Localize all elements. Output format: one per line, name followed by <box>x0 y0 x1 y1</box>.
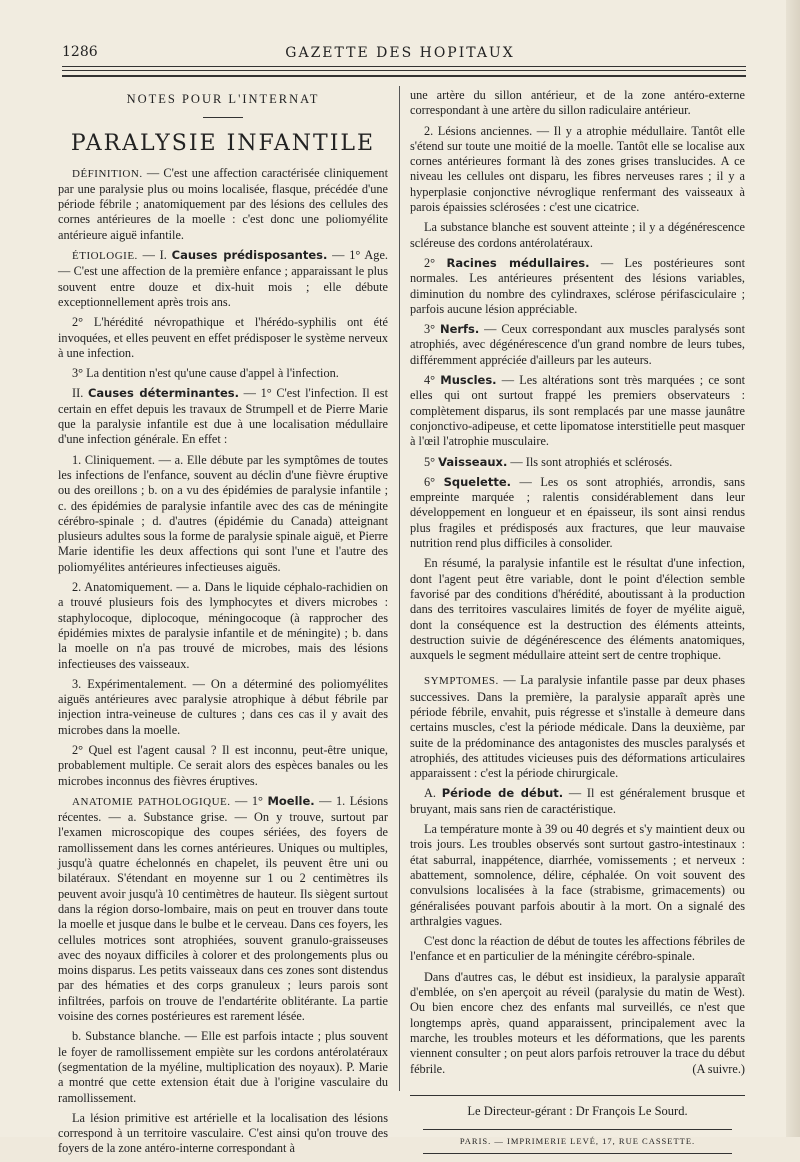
vessels-heading: Vaisseaux. <box>438 454 508 469</box>
etiology-text-c: — 1° Age. — C'est une affection de la première enfance ; apparaissant le plus souvent entre douze et dix-huit mois ; elle débute exceptionnellement après trois ans. <box>58 248 388 309</box>
right-column <box>410 88 745 1158</box>
skeleton-text: — Les os sont atrophiés, arrondis, sans empreinte marquée ; ralentis considérablement dans leur développement en longueur et en épaisseur, ils sont ainsi rendus plus fragiles et prédisposés aux fractures, que leur mauvaise nutrition rend plus difficiles à consolider. <box>410 474 745 551</box>
onset-letter: A. <box>424 786 442 801</box>
onset-text: — Il est généralement brusque et bruyant, mais sans rien de caractéristique. <box>410 786 745 816</box>
nerves-heading: Nerfs. <box>439 322 480 337</box>
definition-paragraph <box>58 166 388 243</box>
old-lesions-paragraph: 2. Lésions anciennes. — Il y a atrophie médullaire. Tantôt elle s'étend sur toute une moitié de la moelle. Tantôt elle se localise aux cornes antérieures formant là des zones grises translucides. A ce niveau les cellules ont disparu, les fibres nerveuses rares ; il y a hyperplasie conjonctive névroglique renfermant des vaisseaux à parois épaissies sclérosées : c'est une cicatrice. <box>410 123 745 215</box>
skeleton-paragraph <box>410 475 745 551</box>
etiology-text-a: — I. <box>137 248 172 263</box>
pathology-paragraph <box>58 794 388 1024</box>
header-rule <box>62 66 746 67</box>
muscles-heading: Muscles. <box>440 373 497 388</box>
short-rule <box>203 117 243 118</box>
symptoms-text: — La paralysie infantile passe par deux phases successives. Dans la première, la paralysie apparaît après une période fébrile, envahit, puis régresse et s'installe à demeure dans certains muscles, c'est la période médicale. Dans la deuxième, par suite de la prédominance des antagonistes des muscles paralysés et atrophiés, des attitudes vicieuses puis des déformations articulaires apparaissent : c'est la période chirurgicale. <box>410 673 745 781</box>
article-title: PARALYSIE INFANTILE <box>70 131 376 157</box>
page-edge <box>786 0 800 1137</box>
determinant-paragraph <box>58 386 388 447</box>
predisposing-heading: Causes prédisposantes. <box>171 248 328 263</box>
footer-rule <box>410 1095 745 1096</box>
skeleton-num: 6° <box>424 474 444 489</box>
muscles-paragraph <box>410 373 745 449</box>
summary-paragraph: En résumé, la paralysie infantile est le résultat d'une infection, dont l'agent peut être variable, dont le point d'élection semble favorisé par des conditions d'hérédité, aboutissant à la production dans des territoires vasculaires limités de foyer de myélite aiguë, dont la conséquence est la destruction des éléments atteints, destruction suivie de dégénérescence des éléments anatomiques, auxquels le segment médullaire atteint sert de centre trophique. <box>410 556 745 663</box>
printer-rule-top <box>423 1129 731 1130</box>
onset-heading: Période de début. <box>441 786 564 801</box>
director-line: Le Directeur-gérant : Dr François Le Sourd. <box>467 1103 688 1118</box>
definition-label: DÉFINITION. <box>72 167 143 180</box>
pathology-text: — 1. Lésions récentes. — a. Substance grise. — On y trouve, surtout par l'examen microscopique des coupes sériées, des foyers de ramollissement dans les cornes antérieures. Uniques ou multiples, jusqu'à quatre échelonnés en chapelet, ils peuvent être uni ou bilatéraux. S'étendant en moyenne sur 1 ou 2 centimètres ils peuvent avoir jusqu'à 10 centimètres de hauteur. Ils siègent surtout dans la région dorso-lombaire, mais on peut en trouver dans toute la moelle et jusque dans le bulbe et le cerveau. Dans ces foyers, les cellules motrices sont atrophiées, souvent granulo-graisseuses avec des noyaux difficiles à colorer et des prolongements plus ou moins disparus. Les petits vaisseaux dans ces zones sont distendus par des hématies et des corps granuleux ; leurs parois sont infiltrées, parfois on trouve de l'endartérite oblitérante. La partie voisine des cornes postérieures est rarement lésée. <box>58 793 388 1024</box>
determinant-heading: Causes déterminantes. <box>87 386 239 401</box>
dentition-paragraph: 3° La dentition n'est qu'une cause d'appel à l'infection. <box>72 366 339 381</box>
column-divider <box>399 86 400 1091</box>
experimental-paragraph: 3. Expérimentalement. — On a déterminé des poliomyélites aiguës antérieures avec paralysie atrophique à début fébrile par injection intra-veineuse de cultures ; dans ces cas il y avait des microbes dans la moelle. <box>58 676 388 737</box>
muscles-num: 4° <box>424 373 441 388</box>
determinant-text: — 1° C'est l'infection. Il est certain en effet depuis les travaux de Strumpell et de Pierre Marie que la paralysie infantile est due à une localisation médullaire d'une infection générale. En effet : <box>58 386 388 447</box>
agent-paragraph: 2° Quel est l'agent causal ? Il est inconnu, peut-être unique, probablement multiple. Ce serait alors des espèces banales ou les microbes inconnus des fièvres éruptives. <box>58 742 388 788</box>
roots-paragraph <box>410 256 745 317</box>
white-matter-paragraph: b. Substance blanche. — Elle est parfois intacte ; plus souvent le foyer de ramollissement empiète sur les cordons antérolatéraux (segmentation de la myéline, multiplication des noyaux). P. Marie a montré que cette extension était due à l'origine vasculaire du ramollissement. <box>58 1029 388 1105</box>
left-column <box>58 88 388 1162</box>
nerves-text: — Ceux correspondant aux muscles paralysés sont atrophiés, avec dégénérescence d'un grand nombre de leurs tubes, différemment appréciée d'ailleurs par les auteurs. <box>410 322 745 367</box>
etiology-paragraph <box>58 248 388 310</box>
printer-line: PARIS. — IMPRIMERIE LEVÉ, 17, RUE CASSETTE. <box>459 1136 696 1147</box>
header-rule-thick <box>62 75 746 77</box>
symptoms-paragraph <box>410 673 745 781</box>
nerves-num: 3° <box>424 322 440 337</box>
roots-num: 2° <box>424 255 447 270</box>
vessels-paragraph <box>410 455 745 470</box>
lesion-paragraph: La lésion primitive est artérielle et la localisation des lésions correspond à un territoire vasculaire. C'est ainsi qu'on trouve des foyers de la zone antéro-interne correspondant à <box>58 1110 388 1156</box>
definition-text: — C'est une affection caractérisée cliniquement par une paralysie plus ou moins localisée, flasque, précédée d'une période fébrile ; anatomiquement par des lésions des cellules des cornes antérieures de la moelle : c'est donc une poliomyélite antérieure aiguë infantile. <box>58 165 388 242</box>
etiology-label: ÉTIOLOGIE. <box>72 250 138 263</box>
printer-rule-bottom <box>423 1153 731 1154</box>
determinant-num: II. <box>72 386 88 401</box>
symptoms-label: SYMPTOMES. <box>424 675 499 688</box>
white-substance-paragraph: La substance blanche est souvent atteinte ; il y a dégénérescence scléreuse des cordons antérolatéraux. <box>410 220 745 250</box>
header-rule-double <box>62 70 746 71</box>
vessels-num: 5° <box>424 454 439 469</box>
skeleton-heading: Squelette. <box>443 474 512 489</box>
moelle-heading: Moelle. <box>267 793 315 808</box>
clinical-paragraph: 1. Cliniquement. — a. Elle débute par les symptômes de toutes les infections de l'enfance, souvent au déclin d'une fièvre éruptive ou des oreillons ; b. on a vu des épidémies de paralysie infantile ; c. des épidémies de paralysie infantile avec des cas de méningite cérébro-spinale ; d. d'autres (épidémie du Canada) atteignant plusieurs adultes sous la forme de paralysie spinale aiguë, et Pierre Marie identifie les deux affections qui sont l'une et l'autre des poliomyélites antérieures infectieuses aiguës. <box>58 452 388 574</box>
other-cases-text: Dans d'autres cas, le début est insidieux, la paralysie apparaît d'emblée, on s'en aperçoit au réveil (paralysie du matin de West). Ou bien encore chez des enfants mal surveillés, ce n'est que longtemps après, quand apparaissent, principalement avec la marche, les troubles moteurs et les déformations, que les parents viennent consulter ; on peut alors parfois retrouver la trace du début fébrile. <box>410 969 745 1076</box>
section-heading: NOTES POUR L'INTERNAT <box>126 92 320 106</box>
pathology-label: ANATOMIE PATHOLOGIQUE. <box>72 795 231 808</box>
onset-paragraph <box>410 786 745 817</box>
nerves-paragraph <box>410 322 745 368</box>
vessels-text: — Ils sont atrophiés et sclérosés. <box>507 454 673 469</box>
reaction-paragraph: C'est donc la réaction de début de toutes les affections fébriles de l'enfance et en particulier de la méningite cérébro-spinale. <box>410 934 745 964</box>
heredity-paragraph: 2° L'hérédité névropathique et l'hérédo-syphilis ont été invoquées, et elles peuvent en effet prédisposer le système nerveux à une infection. <box>58 315 388 360</box>
other-cases-paragraph <box>410 970 745 1077</box>
running-title: GAZETTE DES HOPITAUX <box>285 45 515 61</box>
page-number: 1286 <box>62 44 98 60</box>
anatomical-paragraph: 2. Anatomiquement. — a. Dans le liquide céphalo-rachidien on a trouvé plusieurs fois des lymphocytes et divers microbes : staphylocoque, diplocoque, méningocoque (à rapprocher des épidémies mixtes de paralysie infantile et de méningite) ; b. dans la moelle on n'a pas trouvé de microbes, mais des lésions infectieuses des vaisseaux. <box>58 580 388 671</box>
roots-heading: Racines médullaires. <box>446 255 590 270</box>
to-be-continued: (A suivre.) <box>692 1061 745 1076</box>
roots-text: — Les postérieures sont normales. Les antérieures présentent des lésions variables, diminution du nombre des cylindraxes, sclérose périfasciculaire ; parfois aucune lésion appréciable. <box>410 255 745 316</box>
temperature-paragraph: La température monte à 39 ou 40 degrés et s'y maintient deux ou trois jours. Les troubles observés sont surtout gastro-intestinaux : état saburral, inappétence, diarrhée, vomissements ; et nerveux : abattement, somnolence, délire, céphalée. On voit souvent des convulsions localisées à la face (strabisme, grimacements) ou généralisées pouvant parfois aboutir à la mort. On a signalé des arthralgies vagues. <box>410 822 745 928</box>
muscles-text: — Les altérations sont très marquées ; ce sont elles qui ont surtout frappé les premiers observateurs : complètement disparus, ils sont remplacés par une masse jaunâtre conjonctivo-adipeuse, et cette lipomatose interstitielle peut masquer à l'œil l'atrophie musculaire. <box>410 373 746 449</box>
continued-paragraph: une artère du sillon antérieur, et de la zone antéro-externe correspondant à une artère du sillon radiculaire antérieur. <box>410 88 745 118</box>
pathology-num: — 1° <box>230 793 268 808</box>
